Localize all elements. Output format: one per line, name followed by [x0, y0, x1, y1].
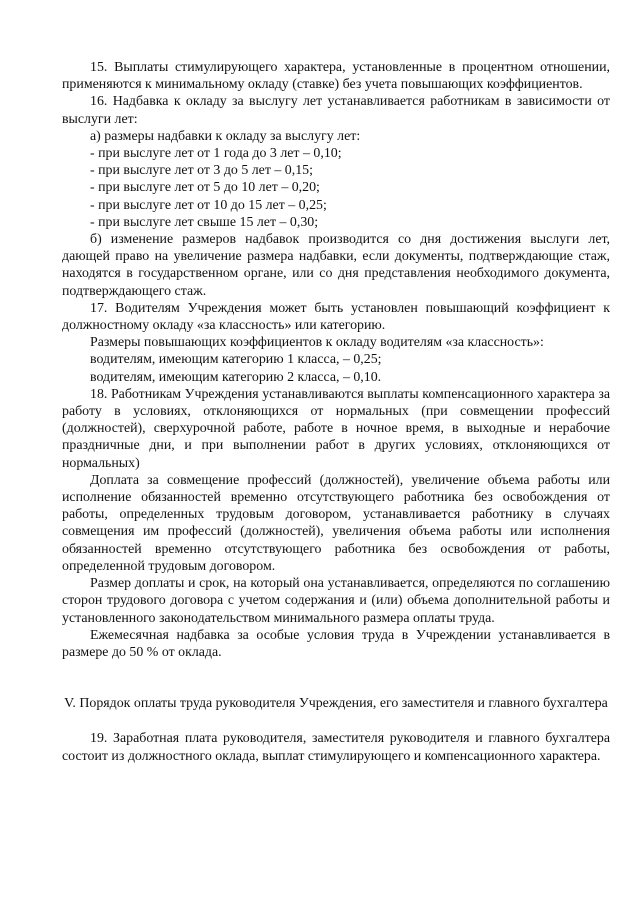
list-item: - при выслуге лет от 5 до 10 лет – 0,20;: [90, 180, 320, 196]
paragraph-18: 18. Работникам Учреждения устанавливаются выплаты компенсационного характера за работу в условиях, отклоняющихся от нормальных (при совмещении профессий (должностей), сверхурочной работе, работе в ночное время, в выходные и нерабочие праздничные дни, и при выполнении работ в других условиях, отклоняющихся от нормальных): [62, 386, 610, 471]
paragraph-18b: Размер доплаты и срок, на который она устанавливается, определяются по соглашению сторон трудового договора с учетом содержания и (или) объема дополнительной работы и установленного законодательством минимального размера оплаты труда.: [62, 576, 610, 626]
paragraph-19: 19. Заработная плата руководителя, заместителя руководителя и главного бухгалтера состоит из должностного оклада, выплат стимулирующего и компенсационного характера.: [62, 731, 610, 764]
document-page: [62, 59, 610, 765]
list-item: - при выслуге лет свыше 15 лет – 0,30;: [90, 214, 319, 230]
list-item: - при выслуге лет от 3 до 5 лет – 0,15;: [90, 163, 313, 179]
seniority-list: [62, 145, 610, 231]
list-item: водителям, имеющим категорию 1 класса, – 0,25;: [90, 352, 382, 368]
paragraph-17: 17. Водителям Учреждения может быть установлен повышающий коэффициент к должностному окладу «за классность» или категорию.: [62, 300, 610, 334]
paragraph-16: 16. Надбавка к окладу за выслугу лет устанавливается работникам в зависимости от выслуги лет:: [62, 94, 610, 127]
list-item: - при выслуге лет от 10 до 15 лет – 0,25;: [90, 197, 327, 213]
list-item: - при выслуге лет от 1 года до 3 лет – 0,10;: [90, 146, 342, 162]
driver-coefficient-list: [62, 351, 610, 385]
list-item: водителям, имеющим категорию 2 класса, – 0,10.: [90, 369, 382, 385]
paragraph-15: 15. Выплаты стимулирующего характера, установленные в процентном отношении, применяются к минимальному окладу (ставке) без учета повышающих коэффициентов.: [62, 60, 610, 93]
paragraph-17a: Размеры повышающих коэффициентов к окладу водителям «за классность»:: [90, 335, 544, 351]
paragraph-18a: Доплата за совмещение профессий (должностей), увеличение объема работы или исполнение обязанностей временно отсутствующего работника без освобождения от работы, определенных трудовым договором, устанавливается работнику в случаях совмещения им профессий (должностей), увеличения объема работы или исполнения обязанностей временно отсутствующего работника без освобождения от работы, определенной трудовым договором.: [62, 472, 610, 574]
paragraph-18c: Ежемесячная надбавка за особые условия труда в Учреждении устанавливается в размере до 50 % от оклада.: [62, 627, 610, 660]
section-spacer: [62, 661, 610, 695]
paragraph-16a: а) размеры надбавки к окладу за выслугу лет:: [90, 128, 361, 144]
section-heading: V. Порядок оплаты труда руководителя Учреждения, его заместителя и главного бухгалтера: [64, 696, 608, 712]
section-spacer: [62, 712, 610, 730]
paragraph-16b: б) изменение размеров надбавок производится со дня достижения выслуги лет, дающей право на увеличение размера надбавки, если документы, подтверждающие стаж, находятся в государственном органе, или со дня представления необходимого документа, подтверждающего стаж.: [62, 232, 610, 299]
